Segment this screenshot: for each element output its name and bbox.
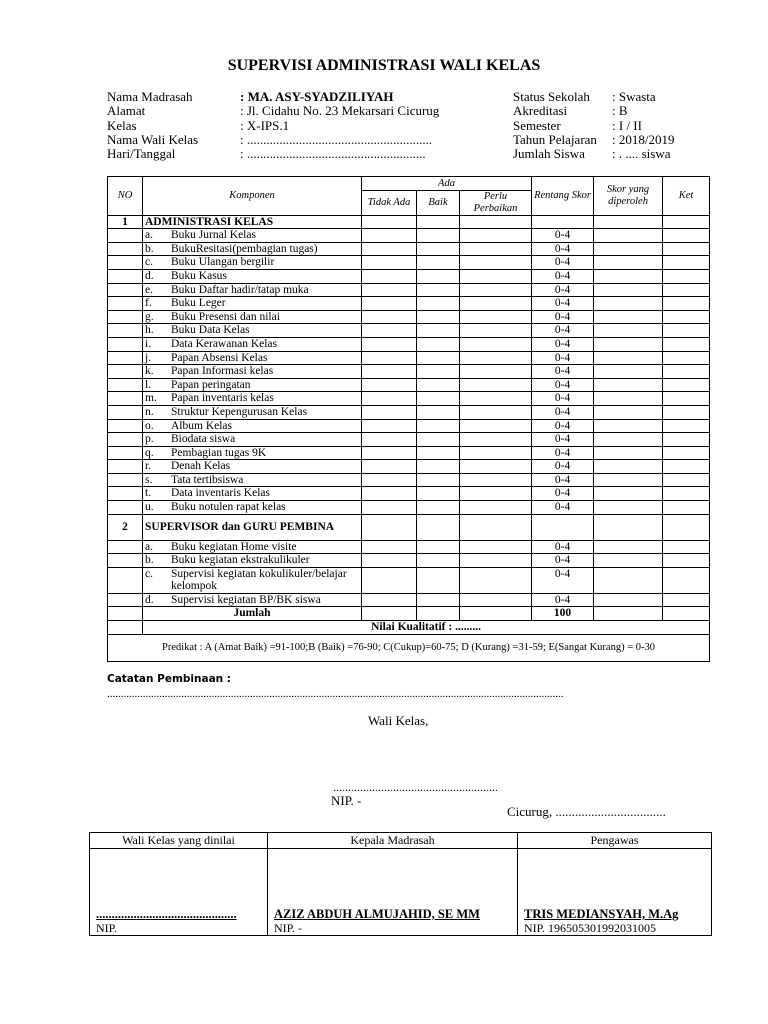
section-title: ADMINISTRASI KELAS — [143, 215, 362, 229]
info-value: : MA. ASY-SYADZILIYAH — [240, 89, 394, 104]
item-text: Supervisi kegiatan kokulikuler/belajar kelompok — [171, 567, 347, 593]
item-letter: c. — [145, 567, 153, 580]
item-letter: h. — [145, 324, 154, 337]
item-letter: l. — [145, 378, 152, 391]
item-letter: r. — [145, 460, 152, 473]
item-range: 0-4 — [532, 501, 594, 515]
info-label: Kelas — [107, 117, 137, 133]
item-letter: a. — [145, 540, 153, 553]
supervision-table — [107, 176, 710, 662]
header-skor-diperoleh: Skor yang diperoleh — [594, 177, 663, 216]
item-text: BukuResitasi(pembagian tugas) — [171, 242, 318, 255]
header-perlu-perbaikan: Perlu Perbaikan — [460, 190, 532, 215]
item-letter: d. — [145, 269, 154, 282]
signature-name: TRIS MEDIANSYAH, M.Ag — [524, 907, 679, 921]
school-info-right — [513, 90, 674, 161]
item-text: Buku Leger — [171, 297, 226, 310]
item-range: 0-4 — [532, 378, 594, 392]
info-nama-wali-kelas — [107, 133, 439, 147]
item-range: 0-4 — [532, 446, 594, 460]
item-letter: c. — [145, 256, 153, 269]
item-text: Data Kerawanan Kelas — [171, 337, 277, 350]
item-letter: j. — [145, 351, 152, 364]
item-text: Buku kegiatan ekstrakulikuler — [171, 554, 310, 567]
signature-name-row — [90, 849, 712, 923]
header-komponen: Komponen — [143, 177, 362, 216]
item-letter: b. — [145, 242, 154, 255]
section-row — [108, 215, 710, 229]
signature-table — [89, 832, 712, 936]
info-status-sekolah — [513, 90, 674, 104]
item-letter: m. — [145, 392, 157, 405]
info-label: Nama Wali Kelas — [107, 131, 199, 147]
info-alamat — [107, 104, 439, 118]
item-text: Buku Ulangan bergilir — [171, 256, 275, 269]
signature-nip: NIP. - — [268, 922, 518, 936]
item-range: 0-4 — [532, 554, 594, 568]
table-row — [108, 446, 710, 460]
item-text: Pembagian tugas 9K — [171, 446, 267, 459]
signature-nip-row — [90, 922, 712, 936]
signature-nip: NIP. 196505301992031005 — [518, 922, 712, 936]
item-range: 0-4 — [532, 487, 594, 501]
table-row — [108, 378, 710, 392]
item-letter: d. — [145, 593, 154, 606]
page-title: SUPERVISI ADMINISTRASI WALI KELAS — [227, 57, 541, 74]
table-row — [108, 337, 710, 351]
item-text: Buku kegiatan Home visite — [171, 540, 297, 553]
info-label: Hari/Tanggal — [107, 146, 176, 162]
item-range: 0-4 — [532, 405, 594, 419]
header-tidak-ada: Tidak Ada — [362, 190, 417, 215]
nilai-kualitatif-row — [108, 621, 710, 635]
item-text: Supervisi kegiatan BP/BK siswa — [171, 593, 321, 606]
table-row — [108, 310, 710, 324]
table-row — [108, 567, 710, 593]
item-letter: f. — [145, 297, 152, 310]
item-range: 0-4 — [532, 593, 594, 607]
predikat-text: Predikat : A (Amat Baik) =91-100;B (Baik) =76-90; C(Cukup)=60-75; D (Kurang) =31-59; E(Sangat Kurang) = 0-30 — [108, 634, 710, 661]
table-row — [108, 433, 710, 447]
header-no: NO — [108, 177, 143, 216]
item-range: 0-4 — [532, 229, 594, 243]
info-value: : ....................................................... — [240, 146, 426, 162]
section-number: 1 — [108, 215, 143, 229]
signature-header: Pengawas — [518, 833, 712, 849]
item-letter: e. — [145, 283, 153, 296]
item-range: 0-4 — [532, 540, 594, 554]
wali-kelas-label: Wali Kelas, — [368, 713, 429, 728]
info-label: Tahun Pelajaran — [513, 131, 597, 147]
info-value: : 2018/2019 — [612, 131, 675, 147]
table-row — [108, 351, 710, 365]
header-ket: Ket — [663, 177, 710, 216]
item-range: 0-4 — [532, 242, 594, 256]
item-letter: p. — [145, 433, 154, 446]
item-text: Papan peringatan — [171, 378, 251, 391]
item-range: 0-4 — [532, 337, 594, 351]
item-text: Tata tertibsiswa — [171, 473, 244, 486]
item-range: 0-4 — [532, 269, 594, 283]
item-text: Buku Kasus — [171, 269, 227, 282]
info-value: : X-IPS.1 — [240, 117, 290, 133]
item-range: 0-4 — [532, 297, 594, 311]
jumlah-row — [108, 607, 710, 621]
info-value: : Swasta — [612, 89, 656, 104]
table-row — [108, 593, 710, 607]
info-value: : ......................................................... — [240, 131, 433, 147]
info-hari-tanggal — [107, 147, 439, 161]
info-label: Akreditasi — [513, 103, 568, 119]
item-range: 0-4 — [532, 567, 594, 593]
item-range: 0-4 — [532, 419, 594, 433]
info-label: Alamat — [107, 103, 146, 119]
wali-nip: NIP. - — [331, 793, 362, 808]
table-row — [108, 242, 710, 256]
table-row — [108, 501, 710, 515]
item-letter: a. — [145, 229, 153, 242]
header-ada: Ada — [362, 177, 532, 191]
wali-signature-line: ....................................................... — [333, 780, 498, 794]
table-row — [108, 405, 710, 419]
info-value: : Jl. Cidahu No. 23 Mekarsari Cicurug — [240, 103, 440, 119]
item-text: Album Kelas — [171, 419, 233, 432]
info-label: Semester — [513, 117, 561, 133]
item-range: 0-4 — [532, 460, 594, 474]
item-text: Buku Daftar hadir/tatap muka — [171, 283, 309, 296]
table-row — [108, 229, 710, 243]
item-letter: g. — [145, 310, 154, 323]
table-row — [108, 256, 710, 270]
table-row — [108, 460, 710, 474]
item-range: 0-4 — [532, 283, 594, 297]
info-jumlah-siswa — [513, 147, 674, 161]
info-tahun-pelajaran — [513, 133, 674, 147]
table-row — [108, 392, 710, 406]
item-range: 0-4 — [532, 392, 594, 406]
table-row — [108, 554, 710, 568]
item-range: 0-4 — [532, 310, 594, 324]
catatan-label: Catatan Pembinaan : — [107, 673, 231, 685]
info-semester — [513, 119, 674, 133]
catatan-dotted-line: ...................................................................................................................................................................... — [107, 688, 564, 700]
item-range: 0-4 — [532, 351, 594, 365]
item-text: Buku Jurnal Kelas — [171, 229, 256, 242]
item-text: Data inventaris Kelas — [171, 487, 270, 500]
jumlah-value: 100 — [532, 607, 594, 621]
table-row — [108, 365, 710, 379]
info-nama-madrasah — [107, 90, 439, 104]
signature-header: Wali Kelas yang dinilai — [90, 833, 268, 849]
item-letter: q. — [145, 446, 154, 459]
signature-nip: NIP. — [90, 922, 268, 936]
table-row — [108, 473, 710, 487]
item-letter: b. — [145, 554, 154, 567]
info-akreditasi — [513, 104, 674, 118]
info-label: Jumlah Siswa — [513, 146, 585, 162]
item-letter: n. — [145, 405, 154, 418]
table-row — [108, 487, 710, 501]
info-kelas — [107, 119, 439, 133]
item-text: Papan Absensi Kelas — [171, 351, 268, 364]
info-value: : I / II — [612, 117, 642, 133]
item-text: Papan inventaris kelas — [171, 392, 274, 405]
item-text: Struktur Kepengurusan Kelas — [171, 405, 308, 418]
item-range: 0-4 — [532, 365, 594, 379]
table-row — [108, 540, 710, 554]
table-row — [108, 419, 710, 433]
item-text: Buku Presensi dan nilai — [171, 310, 280, 323]
header-baik: Baik — [417, 190, 460, 215]
item-letter: t. — [145, 487, 152, 500]
table-row — [108, 283, 710, 297]
item-text: Buku notulen rapat kelas — [171, 501, 286, 514]
place-date: Cicurug, .................................. — [507, 804, 666, 819]
item-range: 0-4 — [532, 433, 594, 447]
item-letter: u. — [145, 501, 154, 514]
item-text: Biodata siswa — [171, 433, 236, 446]
header-rentang-skor: Rentang Skor — [532, 177, 594, 216]
info-label: Nama Madrasah — [107, 89, 193, 104]
table-header-row — [108, 177, 710, 191]
item-text: Papan Informasi kelas — [171, 365, 274, 378]
item-letter: i. — [145, 337, 152, 350]
school-info-left — [107, 90, 439, 161]
signature-header-row — [90, 833, 712, 849]
item-text: Denah Kelas — [171, 460, 231, 473]
section-title: SUPERVISOR dan GURU PEMBINA — [143, 514, 362, 540]
info-label: Status Sekolah — [513, 89, 590, 104]
nilai-kualitatif: Nilai Kualitatif : ......... — [143, 621, 710, 635]
table-row — [108, 269, 710, 283]
predikat-row — [108, 634, 710, 661]
item-letter: k. — [145, 365, 154, 378]
item-letter: s. — [145, 473, 153, 486]
signature-header: Kepala Madrasah — [268, 833, 518, 849]
signature-name: AZIZ ABDUH ALMUJAHID, SE MM — [274, 907, 480, 921]
item-range: 0-4 — [532, 324, 594, 338]
jumlah-label: Jumlah — [143, 607, 362, 621]
item-range: 0-4 — [532, 256, 594, 270]
item-text: Buku Data Kelas — [171, 324, 250, 337]
info-value: : . .... siswa — [612, 146, 671, 162]
signature-name: ............................................. — [96, 907, 237, 921]
table-row — [108, 324, 710, 338]
section-number: 2 — [108, 514, 143, 540]
table-row — [108, 297, 710, 311]
item-letter: o. — [145, 419, 154, 432]
info-value: : B — [612, 103, 628, 119]
item-range: 0-4 — [532, 473, 594, 487]
section-row — [108, 514, 710, 540]
